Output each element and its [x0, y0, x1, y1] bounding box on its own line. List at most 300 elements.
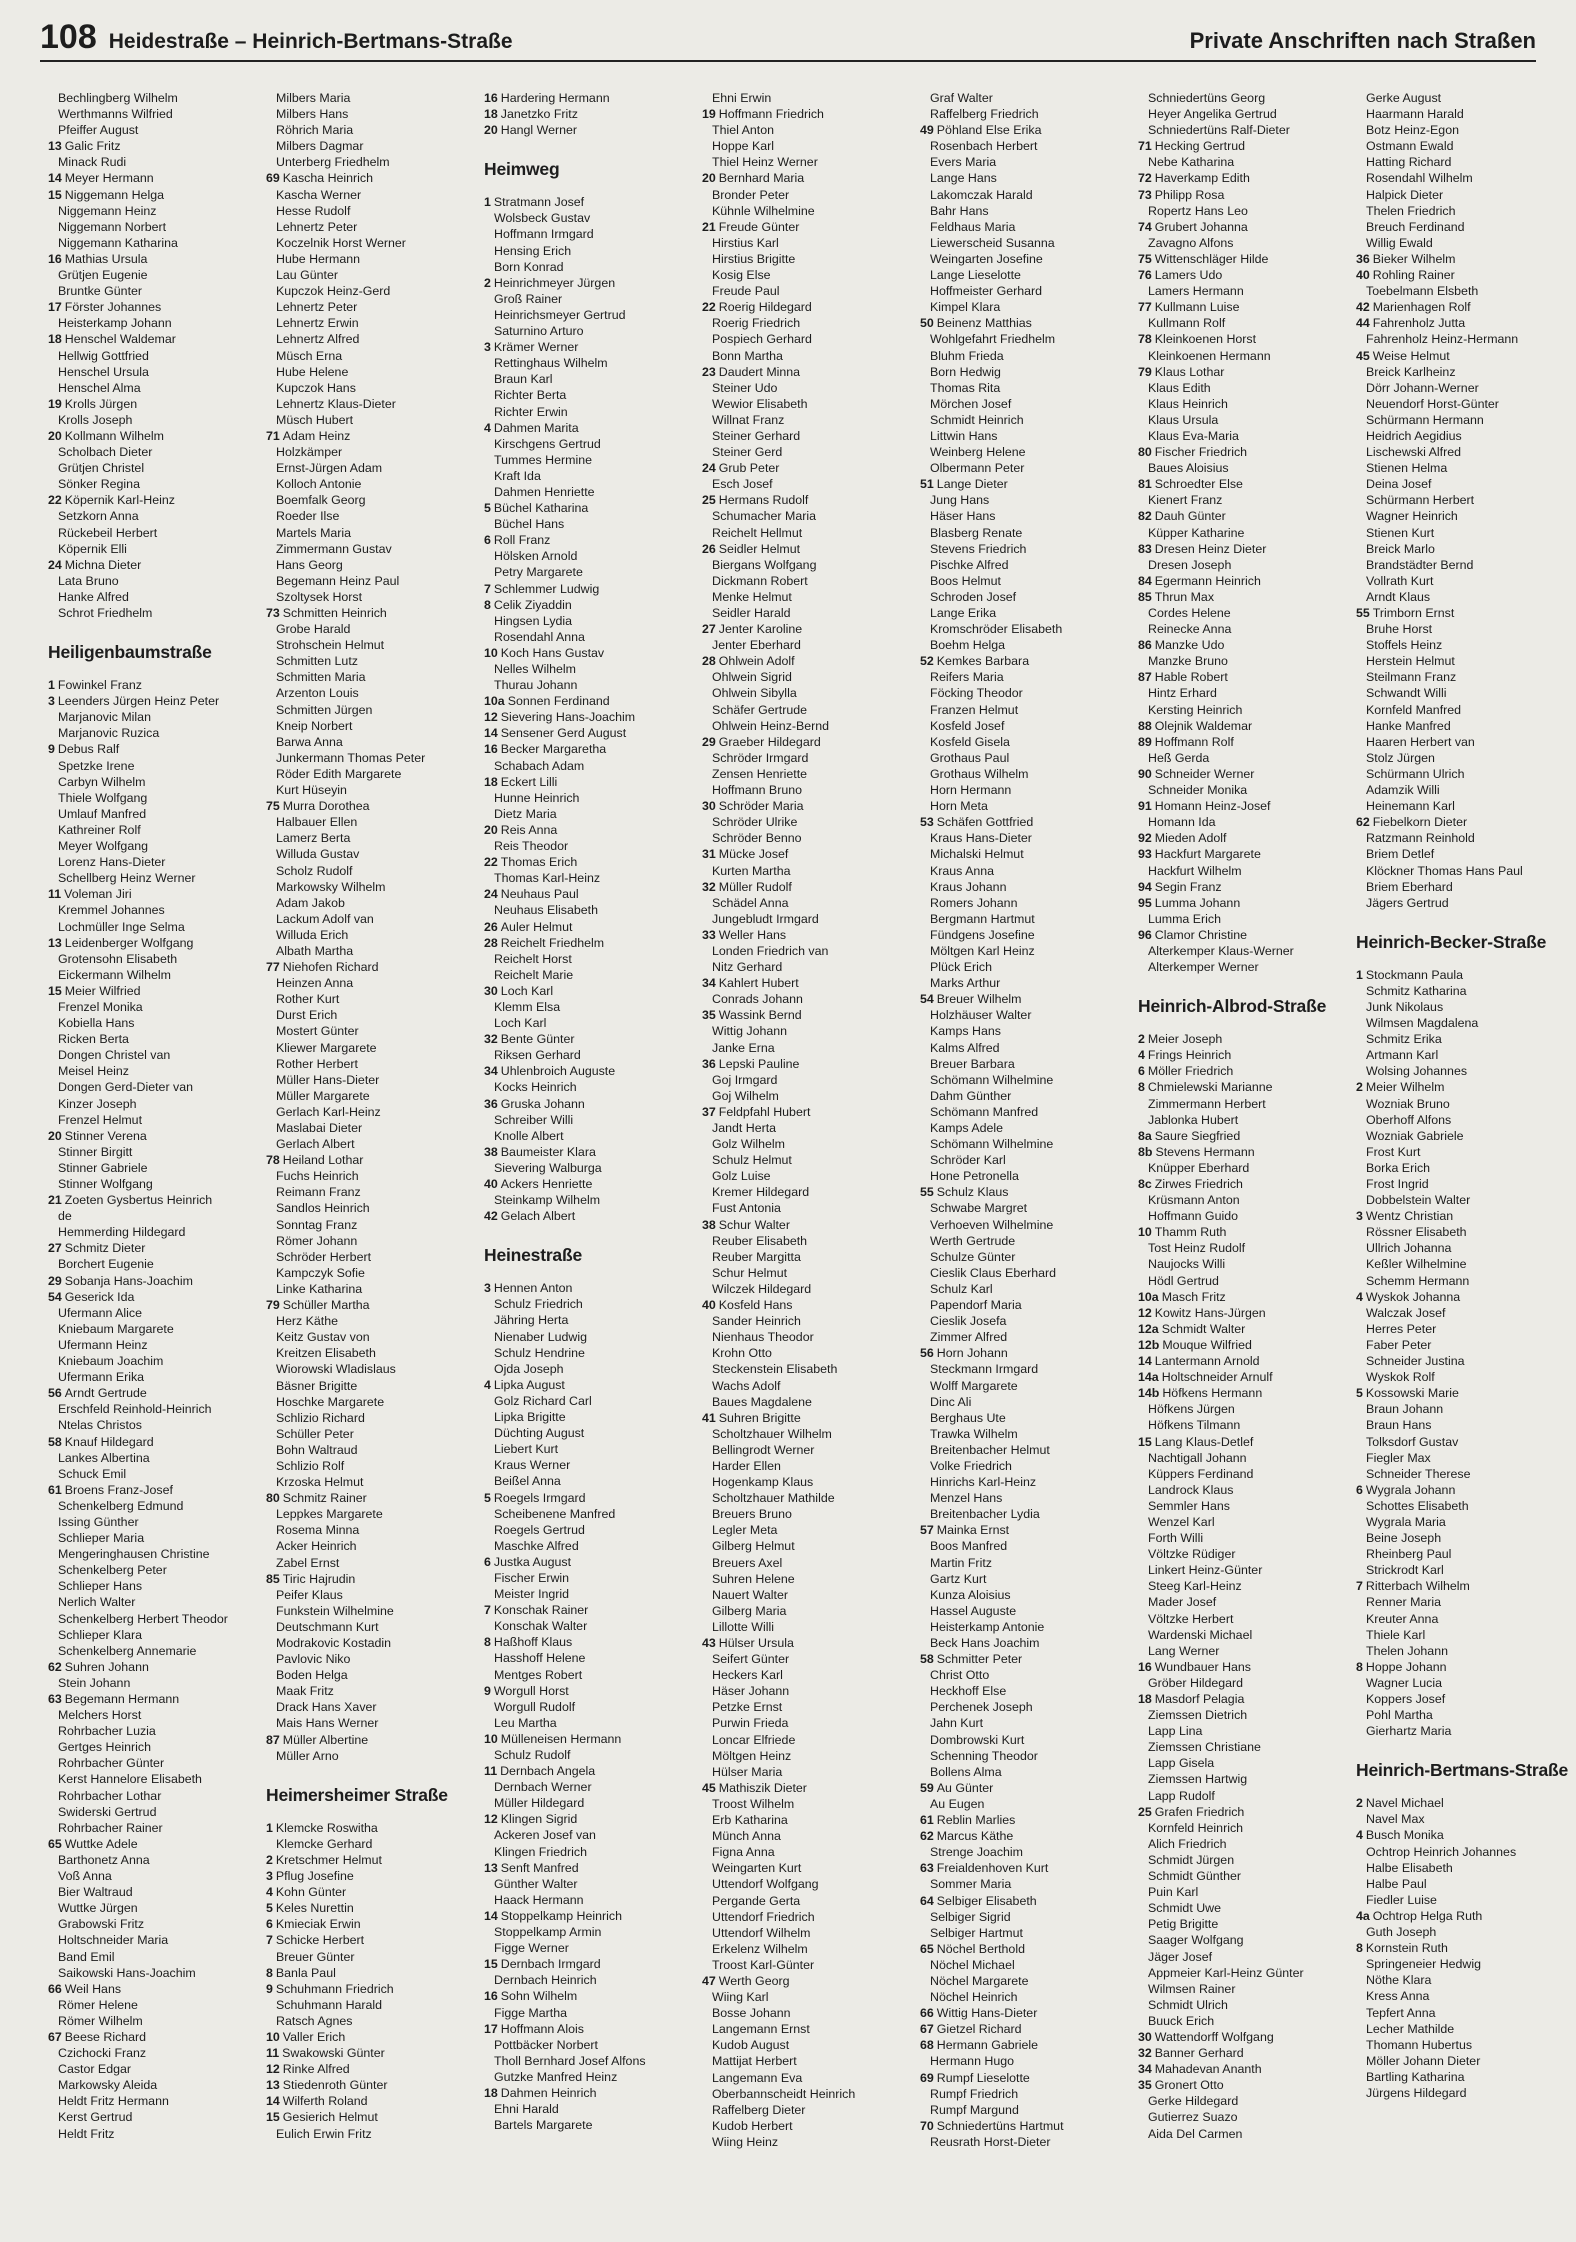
resident-name: Rosendahl Anna [494, 629, 585, 644]
resident-name: Lorenz Hans-Dieter [58, 855, 166, 870]
resident-entry [920, 1925, 1125, 1941]
resident-name: Langemann Ernst [712, 2022, 810, 2037]
resident-entry [48, 1643, 253, 1659]
street-heading: Heinrich-Becker-Straße [1356, 931, 1547, 952]
resident-name: Milbers Maria [276, 91, 351, 105]
resident-name: Appmeier Karl-Heinz Günter [1148, 1965, 1304, 1980]
resident-entry [48, 1176, 253, 1192]
resident-entry [484, 1763, 689, 1779]
resident-entry [266, 1281, 471, 1297]
resident-entry [266, 830, 471, 846]
resident-name: Saturnino Arturo [494, 324, 584, 339]
resident-name: Klingen Sigrid [500, 1812, 578, 1827]
resident-entry [702, 1555, 907, 1571]
resident-entry [266, 557, 471, 573]
resident-name: Arndt Klaus [1366, 589, 1431, 604]
resident-name: Thomas Erich [500, 855, 578, 870]
resident-name: Sobanja Hans-Joachim [64, 1273, 193, 1288]
resident-entry [1356, 219, 1561, 235]
resident-name: Hennen Anton [493, 1281, 573, 1296]
resident-entry [1356, 2005, 1561, 2021]
house-number: 85 [266, 1571, 280, 1586]
house-number: 33 [702, 927, 716, 942]
resident-entry [484, 1811, 689, 1827]
resident-entry [1138, 830, 1343, 846]
resident-name: Schäfer Gertrude [712, 702, 808, 717]
resident-entry [484, 1441, 689, 1457]
house-number: 6 [266, 1917, 273, 1932]
resident-entry [1356, 106, 1561, 122]
resident-name: Dernbach Werner [494, 1780, 592, 1795]
resident-name: Wolsbeck Gustav [494, 211, 591, 226]
resident-name: Niggemann Katharina [58, 235, 178, 250]
resident-name: Born Hedwig [930, 364, 1001, 379]
resident-name: Kornfeld Manfred [1366, 702, 1462, 717]
resident-entry [484, 1312, 689, 1328]
resident-entry [1356, 1176, 1561, 1192]
resident-entry [1356, 1385, 1561, 1401]
resident-name: Möller Friedrich [1147, 1064, 1234, 1079]
resident-name: Linkert Heinz-Günter [1148, 1563, 1263, 1578]
resident-entry [48, 2029, 253, 2045]
resident-entry [48, 1755, 253, 1771]
resident-name: Koppers Josef [1366, 1692, 1446, 1706]
resident-entry [48, 1578, 253, 1594]
resident-name: Knüpper Eberhard [1148, 1160, 1250, 1175]
resident-entry [266, 605, 471, 621]
resident-entry [266, 460, 471, 476]
resident-entry [484, 1795, 689, 1811]
resident-name: Ziemssen Christiane [1148, 1740, 1261, 1755]
resident-entry [484, 1924, 689, 1940]
resident-entry [702, 798, 907, 814]
resident-name: Bonn Martha [712, 348, 783, 363]
resident-entry [48, 90, 253, 106]
resident-name: Plück Erich [930, 960, 992, 975]
resident-entry [1138, 685, 1343, 701]
resident-entry [266, 1538, 471, 1554]
resident-entry [266, 1748, 471, 1764]
house-number: 14b [1138, 1386, 1160, 1401]
resident-entry [920, 2118, 1125, 2134]
resident-entry [266, 1667, 471, 1683]
resident-entry [48, 557, 253, 573]
resident-name: Forth Willi [1148, 1531, 1204, 1546]
resident-name: Mader Josef [1148, 1595, 1217, 1610]
resident-entry [920, 1104, 1125, 1120]
resident-name: Kornfeld Heinrich [1148, 1820, 1244, 1835]
resident-entry [48, 1771, 253, 1787]
resident-entry [702, 1522, 907, 1538]
resident-entry [920, 2021, 1125, 2037]
resident-entry [266, 106, 471, 122]
resident-name: Ricken Berta [58, 1032, 129, 1047]
resident-name: Grabowski Fritz [58, 1917, 145, 1932]
resident-entry [266, 1394, 471, 1410]
resident-entry [484, 581, 689, 597]
resident-name: Kinzer Joseph [58, 1096, 137, 1111]
resident-name: Loncar Elfriede [712, 1732, 796, 1747]
resident-name: Kromschröder Elisabeth [930, 622, 1063, 637]
resident-entry [48, 677, 253, 693]
resident-name: Bartels Margarete [494, 2118, 593, 2133]
resident-entry [1356, 1876, 1561, 1892]
resident-name: Lehnertz Peter [276, 300, 358, 315]
resident-entry [48, 983, 253, 999]
resident-name: Heinemann Karl [1366, 799, 1455, 814]
resident-entry [484, 226, 689, 242]
resident-name: Semmler Hans [1148, 1498, 1230, 1513]
resident-name: Rinke Alfred [282, 2062, 350, 2077]
resident-name: Mais Hans Werner [276, 1716, 379, 1731]
resident-entry [484, 645, 689, 661]
resident-name: Olbermann Peter [930, 461, 1025, 476]
resident-entry [1138, 1594, 1343, 1610]
resident-name: Höfkens Tilmann [1148, 1418, 1241, 1433]
resident-name: Gröber Hildegard [1148, 1675, 1244, 1690]
resident-entry [920, 557, 1125, 573]
resident-entry [1356, 1289, 1561, 1305]
resident-name: Seifert Günter [712, 1652, 790, 1667]
resident-entry [484, 1715, 689, 1731]
resident-entry [266, 1136, 471, 1152]
resident-name: Völtzke Rüdiger [1148, 1547, 1236, 1562]
resident-entry [484, 2069, 689, 2085]
resident-entry [1356, 348, 1561, 364]
resident-entry [920, 1619, 1125, 1635]
house-number: 37 [702, 1104, 716, 1119]
resident-name: Kudob Herbert [712, 2118, 793, 2133]
resident-entry [1138, 508, 1343, 524]
house-number: 58 [48, 1434, 62, 1449]
resident-entry [48, 999, 253, 1015]
resident-name: Saure Siegfried [1154, 1128, 1241, 1143]
house-number: 11 [484, 1764, 498, 1779]
resident-name: Richter Erwin [494, 404, 568, 419]
resident-name: Bruntke Günter [58, 284, 143, 299]
resident-name: Markowsky Aleida [58, 2078, 158, 2093]
resident-name: Eulich Erwin Fritz [276, 2126, 372, 2141]
resident-entry [702, 2070, 907, 2086]
resident-entry [266, 412, 471, 428]
resident-entry [702, 814, 907, 830]
resident-entry [1138, 1916, 1343, 1932]
resident-entry [702, 1941, 907, 1957]
resident-name: Kullmann Rolf [1148, 316, 1226, 331]
resident-entry [266, 782, 471, 798]
resident-entry [920, 251, 1125, 267]
house-number: 4 [1356, 1828, 1363, 1843]
resident-entry [1138, 106, 1343, 122]
resident-name: Gilberg Helmut [712, 1539, 795, 1554]
street-range: Heidestraße – Heinrich-Bertmans-Straße [108, 30, 513, 53]
resident-entry [48, 589, 253, 605]
house-number: 96 [1138, 927, 1152, 942]
resident-entry [920, 1667, 1125, 1683]
resident-entry [1138, 943, 1343, 959]
resident-name: Kobiella Hans [58, 1016, 135, 1031]
resident-entry [920, 685, 1125, 701]
resident-name: Horn Meta [930, 799, 988, 814]
resident-entry [702, 331, 907, 347]
resident-entry [484, 677, 689, 693]
resident-name: Kollmann Wilhelm [64, 428, 164, 443]
resident-entry [1138, 235, 1343, 251]
resident-entry [1138, 1659, 1343, 1675]
house-number: 43 [702, 1636, 716, 1650]
resident-name: Rohling Rainer [1372, 268, 1455, 283]
resident-name: Lau Günter [276, 268, 338, 283]
resident-entry [266, 1900, 471, 1916]
resident-name: Ohlwein Sigrid [712, 670, 792, 685]
house-number: 63 [920, 1861, 934, 1876]
resident-entry [266, 187, 471, 203]
resident-name: Vollrath Kurt [1366, 573, 1434, 588]
resident-name: Eickermann Wilhelm [58, 967, 171, 982]
resident-entry [1356, 983, 1561, 999]
resident-entry [48, 1997, 253, 2013]
house-number: 18 [484, 2085, 498, 2100]
resident-name: Manzke Udo [1154, 638, 1225, 653]
house-number: 16 [48, 251, 62, 266]
resident-entry [1138, 283, 1343, 299]
resident-name: Heisterkamp Antonie [930, 1619, 1045, 1634]
resident-entry [1356, 138, 1561, 154]
house-number: 21 [48, 1193, 62, 1208]
house-number: 15 [1138, 1434, 1152, 1449]
resident-entry [266, 283, 471, 299]
resident-entry [702, 508, 907, 524]
resident-name: Banner Gerhard [1154, 2046, 1244, 2061]
resident-entry [1138, 1256, 1343, 1272]
resident-name: Maak Fritz [276, 1684, 334, 1699]
resident-entry [1356, 1675, 1561, 1691]
resident-entry [48, 1981, 253, 1997]
resident-name: Scholz Rudolf [276, 863, 353, 878]
resident-entry [920, 348, 1125, 364]
resident-name: Schmitz Rainer [282, 1491, 367, 1506]
resident-name: Ackeren Josef van [494, 1828, 596, 1843]
resident-name: Ohlwein Adolf [718, 654, 795, 669]
resident-name: Schniedertüns Hartmut [936, 2118, 1064, 2133]
resident-entry [48, 854, 253, 870]
resident-name: Hoffmann Irmgard [494, 227, 594, 242]
resident-entry [266, 1836, 471, 1852]
resident-entry [1356, 1047, 1561, 1063]
resident-entry [1356, 444, 1561, 460]
resident-entry [702, 605, 907, 621]
resident-entry [266, 1410, 471, 1426]
resident-entry [920, 1555, 1125, 1571]
resident-entry [266, 1249, 471, 1265]
resident-entry [920, 750, 1125, 766]
resident-name: Wilmsen Magdalena [1366, 1016, 1479, 1031]
resident-entry [484, 1634, 689, 1650]
resident-entry [920, 798, 1125, 814]
resident-entry [702, 348, 907, 364]
resident-name: Menzel Hans [930, 1491, 1003, 1506]
resident-entry [1138, 573, 1343, 589]
resident-entry [266, 1884, 471, 1900]
resident-entry [1356, 734, 1561, 750]
house-number: 28 [702, 654, 716, 669]
house-number: 66 [48, 1981, 62, 1996]
resident-entry [1138, 396, 1343, 412]
resident-entry [920, 396, 1125, 412]
resident-entry [484, 1618, 689, 1634]
resident-name: Bohn Waltraud [276, 1442, 358, 1457]
resident-entry [920, 1410, 1125, 1426]
resident-entry [48, 1723, 253, 1739]
resident-name: Tolksdorf Gustav [1366, 1434, 1459, 1449]
resident-entry [266, 2029, 471, 2045]
resident-entry [702, 1200, 907, 1216]
resident-name: Weingarten Kurt [712, 1861, 802, 1876]
resident-name: Nerlich Walter [58, 1595, 136, 1610]
house-number: 12a [1138, 1321, 1159, 1336]
house-number: 10a [484, 694, 505, 709]
resident-entry [1138, 1224, 1343, 1240]
house-number: 69 [920, 2070, 934, 2085]
resident-entry [702, 1394, 907, 1410]
house-number: 76 [1138, 268, 1152, 283]
resident-entry [48, 1112, 253, 1128]
resident-name: Schneider Werner [1154, 766, 1255, 781]
resident-name: Suhren Johann [64, 1659, 149, 1674]
resident-name: Kathreiner Rolf [58, 822, 141, 837]
resident-entry [920, 1844, 1125, 1860]
resident-entry [1138, 1997, 1343, 2013]
resident-name: Schneider Therese [1366, 1466, 1471, 1481]
house-number: 71 [266, 428, 280, 443]
resident-name: Baues Aloisius [1148, 461, 1229, 476]
resident-entry [920, 1136, 1125, 1152]
resident-name: Schroedter Else [1154, 477, 1243, 492]
resident-name: Thiele Karl [1366, 1627, 1426, 1642]
resident-name: Breuers Bruno [712, 1507, 792, 1522]
resident-name: Heckhoff Else [930, 1684, 1007, 1699]
resident-name: Schäfen Gottfried [936, 815, 1034, 830]
resident-entry [702, 782, 907, 798]
resident-name: Rumpf Lieselotte [936, 2070, 1030, 2085]
resident-name: Minack Rudi [58, 155, 127, 170]
resident-entry [266, 1619, 471, 1635]
resident-name: Nöchel Michael [930, 1957, 1015, 1972]
resident-name: Funkstein Wilhelmine [276, 1603, 394, 1618]
resident-entry [1356, 1811, 1561, 1827]
resident-entry [1138, 1434, 1343, 1450]
resident-name: Schmitz Erika [1366, 1032, 1442, 1047]
resident-name: Lapp Gisela [1148, 1756, 1215, 1771]
resident-entry [266, 1442, 471, 1458]
resident-name: Schömann Manfred [930, 1104, 1039, 1119]
resident-entry [266, 1120, 471, 1136]
resident-name: Petry Margarete [494, 565, 583, 580]
resident-entry [484, 436, 689, 452]
resident-name: Erschfeld Reinhold-Heinrich [58, 1402, 212, 1417]
resident-name: Müller Albertine [282, 1732, 369, 1747]
resident-entry [920, 1217, 1125, 1233]
resident-name: Kraus Hans-Dieter [930, 831, 1032, 846]
resident-name: Koch Hans Gustav [500, 645, 605, 660]
resident-name: Krolls Joseph [58, 412, 133, 427]
resident-name: Stratmann Josef [493, 195, 585, 210]
resident-entry [484, 790, 689, 806]
resident-name: Mücke Josef [718, 847, 789, 862]
resident-name: Bronder Peter [712, 187, 790, 202]
resident-name: Schömann Wilhelmine [930, 1072, 1054, 1087]
resident-entry [1138, 766, 1343, 782]
resident-name: Lischewski Alfred [1366, 445, 1462, 460]
resident-name: Hoffmeister Gerhard [930, 284, 1043, 299]
resident-name: Schröder Ulrike [712, 815, 798, 830]
resident-entry [1138, 90, 1343, 106]
resident-name: Schröder Karl [930, 1153, 1006, 1168]
house-number: 25 [1138, 1804, 1152, 1819]
house-number: 8 [1356, 1941, 1363, 1956]
resident-name: Völtzke Herbert [1148, 1611, 1234, 1626]
resident-entry [484, 1827, 689, 1843]
resident-entry [1138, 267, 1343, 283]
resident-entry [266, 1023, 471, 1039]
resident-entry [702, 1860, 907, 1876]
resident-name: Gerlach Karl-Heinz [276, 1104, 381, 1119]
house-number: 51 [920, 477, 934, 492]
resident-entry [266, 2093, 471, 2109]
resident-name: Liewerscheid Susanna [930, 235, 1055, 250]
resident-name: Au Günter [936, 1780, 994, 1795]
resident-entry [920, 1297, 1125, 1313]
resident-name: Kosig Else [712, 268, 771, 283]
resident-name: Ehni Erwin [712, 91, 772, 105]
resident-name: Horn Johann [936, 1346, 1008, 1361]
resident-entry [48, 1707, 253, 1723]
house-number: 25 [702, 493, 716, 508]
resident-name: Sievering Hans-Joachim [500, 710, 636, 725]
resident-entry [266, 267, 471, 283]
resident-entry [702, 863, 907, 879]
resident-name: Fischer Friedrich [1154, 445, 1248, 460]
resident-name: Lankes Albertina [58, 1450, 150, 1465]
resident-entry [702, 1876, 907, 1892]
resident-entry [266, 1040, 471, 1056]
resident-name: Zoeten Gysbertus Heinrich [64, 1193, 213, 1208]
resident-entry [1356, 750, 1561, 766]
house-number: 18 [1138, 1692, 1152, 1706]
resident-entry [48, 1273, 253, 1289]
resident-name: Bartling Katharina [1366, 2069, 1465, 2084]
resident-name: Puin Karl [1148, 1885, 1199, 1900]
resident-name: Figna Anna [712, 1845, 775, 1860]
resident-name: Weil Hans [64, 1981, 122, 1996]
resident-name: Ratzmann Reinhold [1366, 831, 1475, 846]
house-number: 8 [1356, 1659, 1363, 1674]
resident-name: Leenders Jürgen Heinz Peter [57, 694, 220, 709]
resident-name: Willuda Gustav [276, 847, 360, 862]
resident-name: Krüsmann Anton [1148, 1193, 1240, 1208]
resident-entry [702, 1587, 907, 1603]
resident-name: Nauert Walter [712, 1587, 788, 1602]
resident-entry [48, 725, 253, 741]
resident-entry [702, 2005, 907, 2021]
resident-name: Meister Ingrid [494, 1587, 570, 1602]
resident-entry [266, 331, 471, 347]
resident-entry [920, 1941, 1125, 1957]
resident-entry [702, 1120, 907, 1136]
resident-name: Wyskok Johanna [1365, 1289, 1461, 1304]
resident-entry [1138, 1369, 1343, 1385]
resident-entry [484, 1329, 689, 1345]
